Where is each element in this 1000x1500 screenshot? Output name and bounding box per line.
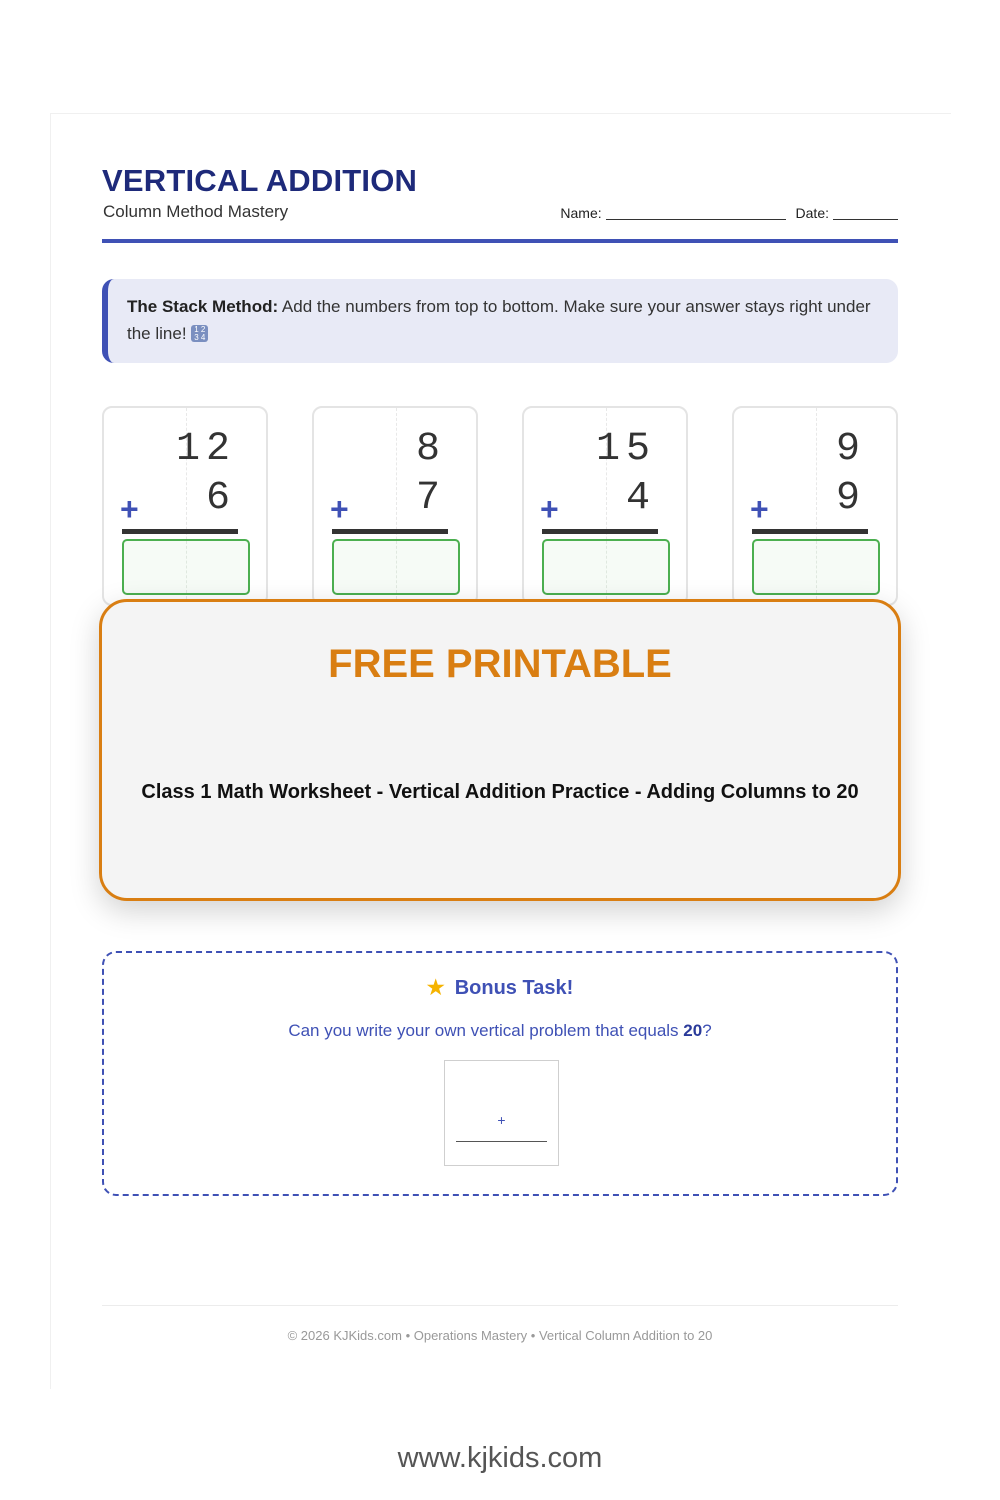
problem-card [312, 406, 478, 606]
bonus-task [102, 951, 898, 1196]
bonus-title [104, 975, 896, 1000]
problem-card [732, 406, 898, 606]
top-addend: 8 [415, 427, 446, 472]
problem-card [522, 406, 688, 606]
page-title: VERTICAL ADDITION [102, 163, 418, 198]
plus-sign: + [540, 491, 559, 527]
bonus-question [104, 1021, 896, 1041]
banner-description: Class 1 Math Worksheet - Vertical Addition Practice - Adding Columns to 20 [141, 781, 859, 803]
bonus-sum-line [456, 1141, 547, 1142]
answer-box[interactable] [542, 539, 670, 595]
free-printable-banner [99, 599, 901, 901]
banner-title: FREE PRINTABLE [328, 642, 672, 686]
answer-box[interactable] [122, 539, 250, 595]
plus-sign: + [120, 491, 139, 527]
bottom-addend: 9 [835, 476, 866, 521]
plus-sign: + [750, 491, 769, 527]
numbers-emoji-icon: 1 2 3 4 [191, 325, 208, 342]
sum-line [542, 529, 658, 534]
bonus-title-text: Bonus Task! [454, 977, 574, 999]
bonus-plus-sign: + [497, 1112, 506, 1128]
sum-line [752, 529, 868, 534]
page-subtitle: Column Method Mastery [103, 202, 289, 221]
bottom-addend: 4 [625, 476, 656, 521]
header-divider [102, 239, 898, 243]
date-label: Date: [795, 205, 829, 221]
sum-line [122, 529, 238, 534]
stack-method-tip [102, 279, 898, 363]
star-icon: ★ [426, 977, 445, 999]
name-label: Name: [560, 205, 602, 221]
bottom-addend: 7 [415, 476, 446, 521]
bonus-target: 20 [683, 1021, 703, 1040]
bonus-question-end: ? [702, 1021, 712, 1040]
bottom-addend: 6 [205, 476, 236, 521]
tip-heading: The Stack Method: [127, 297, 279, 316]
name-blank[interactable] [606, 219, 786, 220]
name-date-fields [560, 205, 898, 221]
footer-divider [102, 1305, 898, 1306]
tip-text: Add the numbers from top to bottom. Make sure your answer stays right under the line! [127, 297, 871, 343]
site-url[interactable]: www.kjkids.com [397, 1442, 603, 1474]
top-addend: 12 [175, 427, 236, 472]
top-addend: 9 [835, 427, 866, 472]
problem-card [102, 406, 268, 606]
top-addend: 15 [595, 427, 656, 472]
date-blank[interactable] [833, 219, 898, 220]
sum-line [332, 529, 448, 534]
answer-box[interactable] [332, 539, 460, 595]
bonus-question-text: Can you write your own vertical problem that equals [288, 1021, 684, 1040]
answer-box[interactable] [752, 539, 880, 595]
bonus-answer-box[interactable] [444, 1060, 559, 1166]
footer-credit: © 2026 KJKids.com • Operations Mastery • Vertical Column Addition to 20 [287, 1328, 713, 1343]
plus-sign: + [330, 491, 349, 527]
